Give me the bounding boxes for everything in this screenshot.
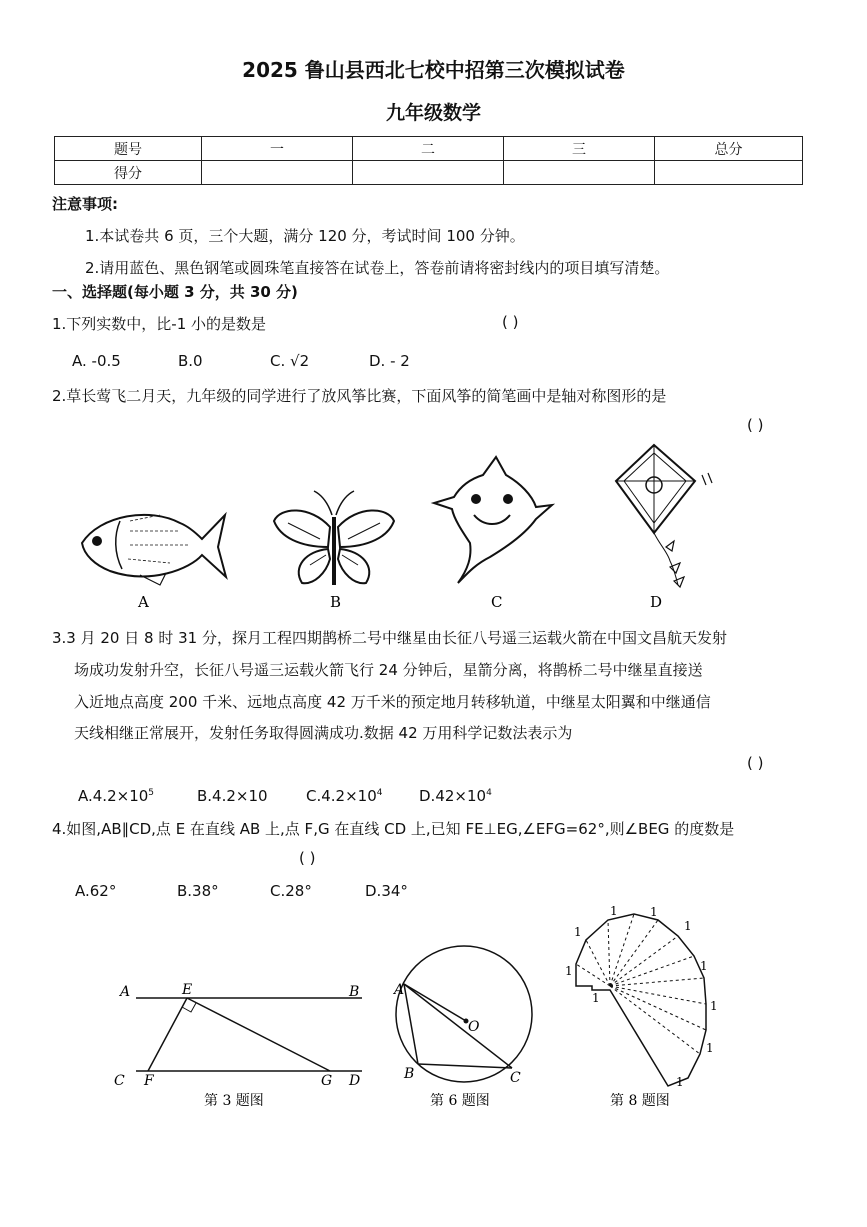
option-b[interactable]: B.38° <box>177 882 219 900</box>
option-a[interactable]: A. -0.5 <box>72 352 121 370</box>
option-exponent: 5 <box>148 788 155 798</box>
segment-label: 1 <box>700 959 708 973</box>
figure-label-b: B <box>330 593 342 611</box>
answer-bracket[interactable]: ( ) <box>747 754 764 772</box>
option-text: C.4.2×10 <box>306 787 377 805</box>
point-label-c: C <box>114 1073 125 1089</box>
figure-6 <box>392 946 532 1109</box>
segment-label: 1 <box>650 905 658 919</box>
point-label-a: A <box>120 984 131 1000</box>
option-exponent: 4 <box>486 788 492 798</box>
option-text: A.4.2×10 <box>78 787 149 805</box>
score-input-cell[interactable] <box>202 161 353 185</box>
score-input-cell[interactable] <box>353 161 504 185</box>
score-cell: 三 <box>504 137 655 161</box>
answer-bracket[interactable]: ( ) <box>747 416 764 434</box>
figure-8 <box>565 904 718 1109</box>
score-cell: 总分 <box>655 137 803 161</box>
point-label-e: E <box>182 982 193 998</box>
option-a[interactable] <box>78 787 154 805</box>
option-text: D.42×10 <box>419 787 487 805</box>
segment-label: 1 <box>676 1075 684 1089</box>
score-cell: 得分 <box>55 161 202 185</box>
answer-bracket[interactable]: ( ) <box>299 849 316 867</box>
section-heading: 一、选择题(每小题 3 分，共 30 分) <box>52 283 298 301</box>
figure-label-d: D <box>650 593 663 611</box>
starfish-drawing[interactable] <box>434 457 552 583</box>
option-a[interactable]: A.62° <box>75 882 117 900</box>
note-item: 1.本试卷共 6 页，三个大题，满分 120 分，考试时间 100 分钟。 <box>85 227 525 245</box>
point-label-c: C <box>510 1070 521 1086</box>
exam-subtitle: 九年级数学 <box>385 102 481 124</box>
point-label-g: G <box>321 1073 333 1089</box>
figure-caption: 第 8 题图 <box>610 1093 670 1109</box>
segment-label: 1 <box>710 999 718 1013</box>
question-4-stem: 4.如图,AB∥CD,点 E 在直线 AB 上,点 F,G 在直线 CD 上,已知 FE⊥EG,∠EFG=62°,则∠BEG 的度数是 <box>52 820 735 838</box>
notes-heading: 注意事项: <box>52 195 118 213</box>
note-item: 2.请用蓝色、黑色钢笔或圆珠笔直接答在试卷上，答卷前请将密封线内的项目填写清楚。 <box>85 259 670 277</box>
segment-label: 1 <box>684 919 692 933</box>
score-table-score-row <box>55 161 803 185</box>
option-exponent: 4 <box>376 788 383 798</box>
option-c[interactable]: C.28° <box>270 882 312 900</box>
option-text: B.4.2×10 <box>197 787 268 805</box>
option-c[interactable] <box>306 787 383 805</box>
question-3-line-4: 天线相继正常展开，发射任务取得圆满成功.数据 42 万用科学记数法表示为 <box>74 724 573 742</box>
figure-caption: 第 6 题图 <box>430 1093 490 1109</box>
point-label-b: B <box>349 984 360 1000</box>
kite-drawing[interactable] <box>616 445 712 587</box>
score-cell: 题号 <box>55 137 202 161</box>
option-d[interactable]: D.34° <box>365 882 408 900</box>
answer-bracket[interactable]: ( ) <box>502 313 519 331</box>
exam-title: 2025 鲁山县西北七校中招第三次模拟试卷 <box>242 58 625 82</box>
segment-label: 1 <box>610 904 618 918</box>
fish-drawing[interactable] <box>82 515 226 585</box>
question-3-line-2: 场成功发射升空，长征八号遥三运载火箭飞行 24 分钟后，星箭分离，将鹊桥二号中继星直接送 <box>74 661 703 679</box>
question-1-stem: 1.下列实数中，比-1 小的是数是 <box>52 315 267 333</box>
geometry-figures <box>100 900 740 1115</box>
point-label-a: A <box>394 982 405 998</box>
score-cell: 一 <box>202 137 353 161</box>
segment-label: 1 <box>592 991 600 1005</box>
score-table-header-row <box>55 137 803 161</box>
option-b[interactable]: B.0 <box>178 352 203 370</box>
segment-label: 1 <box>574 925 582 939</box>
point-label-d: D <box>349 1073 361 1089</box>
score-table <box>54 136 803 185</box>
butterfly-drawing[interactable] <box>274 491 394 585</box>
score-cell: 二 <box>353 137 504 161</box>
option-b[interactable] <box>197 787 268 805</box>
option-d[interactable] <box>419 787 492 805</box>
option-c[interactable]: C. √2 <box>270 352 310 370</box>
score-input-cell[interactable] <box>655 161 803 185</box>
question-3-line-3: 入近地点高度 200 千米、远地点高度 42 万千米的预定地月转移轨道，中继星太阳翼和中继通信 <box>74 693 711 711</box>
question-3-line-1: 3.3 月 20 日 8 时 31 分，探月工程四期鹊桥二号中继星由长征八号遥三运载火箭在中国文昌航天发射 <box>52 629 727 647</box>
figure-3 <box>114 982 362 1109</box>
point-label-f: F <box>144 1073 154 1089</box>
segment-label: 1 <box>706 1041 714 1055</box>
figure-caption: 第 3 题图 <box>204 1093 264 1109</box>
question-2-stem: 2.草长莺飞二月天，九年级的同学进行了放风筝比赛，下面风筝的简笔画中是轴对称图形的是 <box>52 387 667 405</box>
point-label-o: O <box>468 1019 480 1035</box>
point-label-b: B <box>404 1066 415 1082</box>
figure-label-c: C <box>491 593 503 611</box>
segment-label: 1 <box>565 964 573 978</box>
score-input-cell[interactable] <box>504 161 655 185</box>
figure-label-a: A <box>138 593 149 611</box>
option-d[interactable]: D. - 2 <box>369 352 410 370</box>
kite-figures <box>70 435 810 615</box>
